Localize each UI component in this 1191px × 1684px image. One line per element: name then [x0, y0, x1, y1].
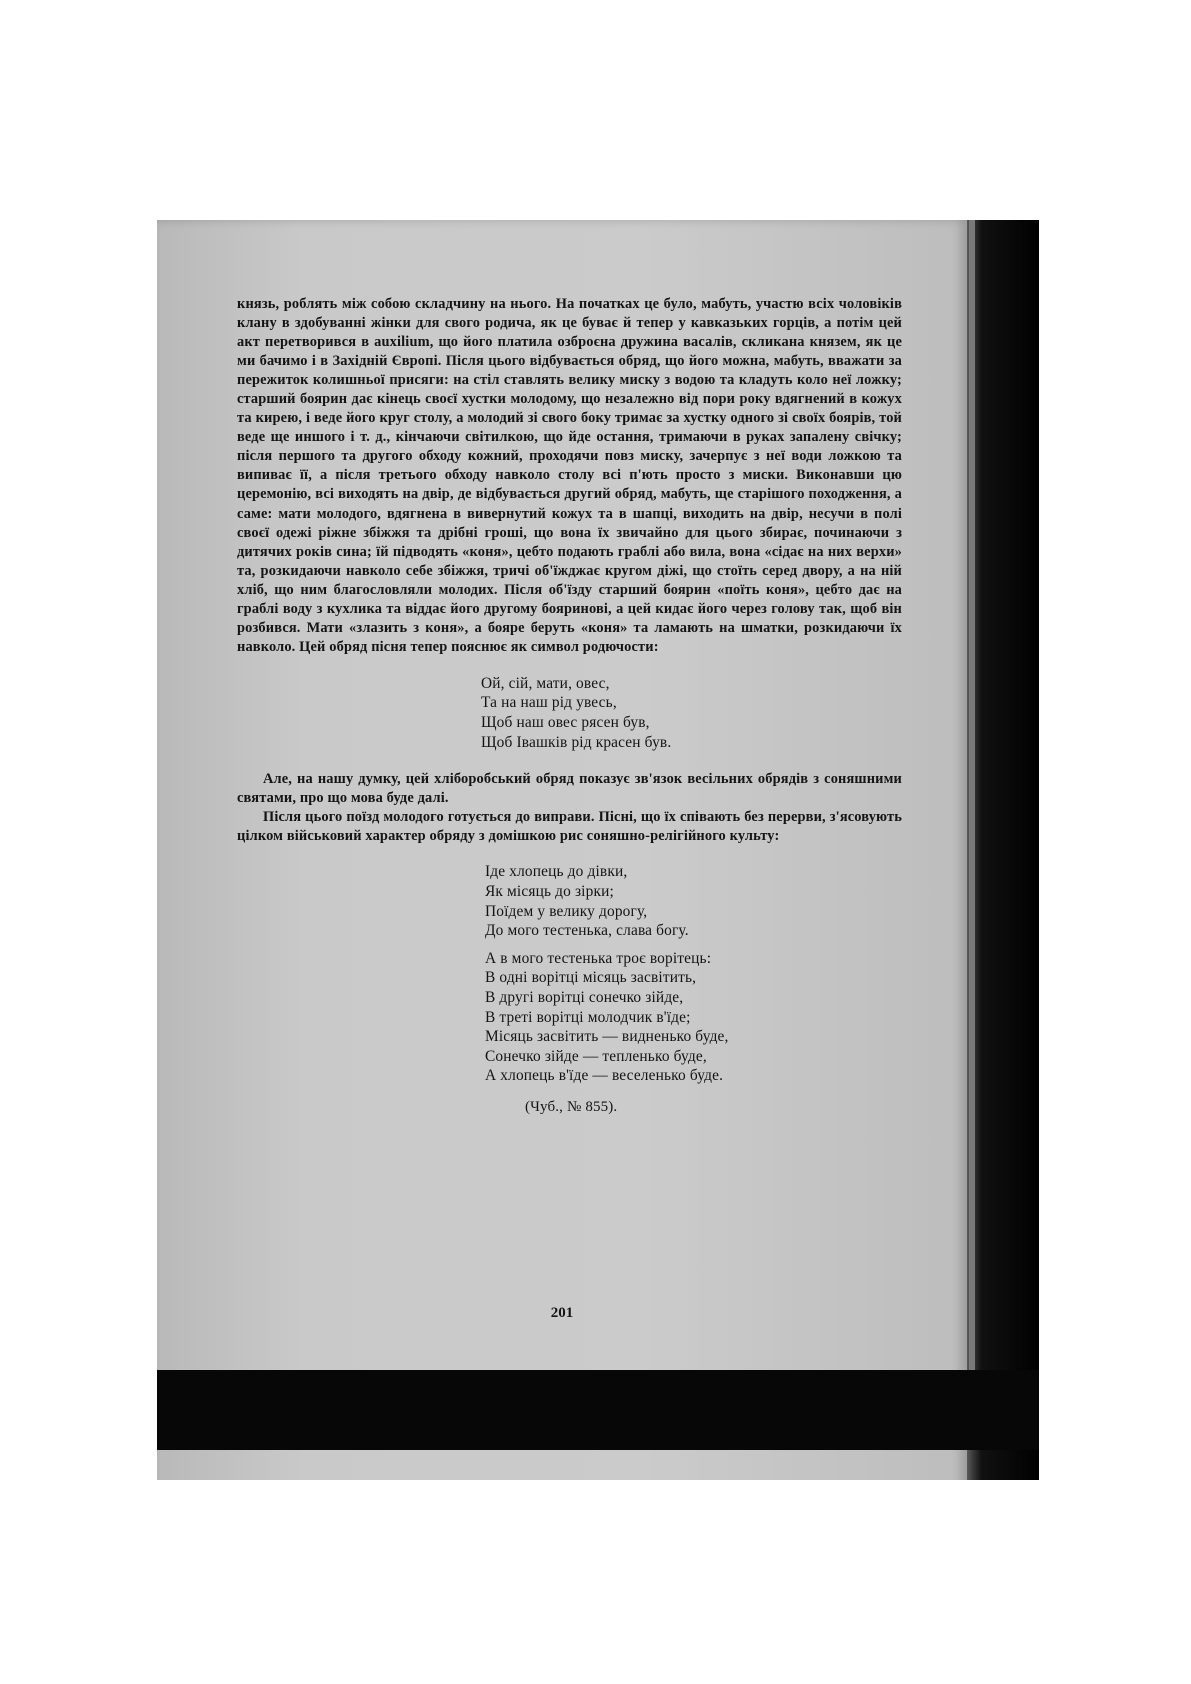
- book-spine-shadow: [967, 220, 1039, 1480]
- page-number: 201: [550, 1305, 574, 1321]
- verse-line: А хлопець в'їде — веселенько буде.: [485, 1067, 724, 1085]
- verse-line: Поїдем у велику дорогу,: [485, 902, 648, 920]
- verse-line: Щоб наш овес рясен був,: [481, 714, 650, 732]
- verse-line: В треті ворітці молодчик в'їде;: [485, 1008, 691, 1026]
- verse-line: Місяць засвітить — видненько буде,: [485, 1028, 729, 1046]
- book-page: [157, 220, 967, 1480]
- verse-line: Та на наш рід увесь,: [481, 694, 617, 712]
- verse-block-2: [237, 862, 902, 940]
- paragraph-2: Але, на нашу думку, цей хліборобський обряд показує зв'язок весільних обрядів з соняшними святами, про що мова буде далі.: [237, 771, 902, 807]
- dark-background-band: [157, 1370, 1039, 1450]
- verse-line: Сонечко зійде — тепленько буде,: [485, 1047, 707, 1065]
- verse-line: А в мого тестенька троє ворітець:: [485, 949, 712, 967]
- verse-line: В одні ворітці місяць засвітить,: [485, 969, 697, 987]
- verse-line: Іде хлопець до дівки,: [485, 863, 628, 881]
- verse-line: Ой, сій, мати, овес,: [481, 674, 610, 692]
- scanned-book-page: [157, 220, 1039, 1480]
- citation: (Чуб., № 855).: [525, 1098, 618, 1115]
- verse-block-3: [237, 949, 902, 1086]
- verse-line: В другі ворітці сонечко зійде,: [485, 989, 684, 1007]
- paragraph-1: князь, роблять між собою складчину на нього. На початках це було, мабуть, участю всіх чоловіків клану в здобуванні жінки для свого родича, як це буває й тепер у кавказьких горців, а потім цей акт перетворився в auxilium, що його платила озброєна дружина васалів, скликана князем, як це ми бачимо і в Західній Європі. Після цього відбувається обряд, що його можна, мабуть, вважати за пережиток колишньої присяги: на стіл ставлять велику миску з водою та кладуть коло неї ложку; старший боярин дає кінець своєї хустки молодому, що незалежно від пори року вдягнений в кожух та кирею, і веде його круг столу, а молодий зі свого боку тримає за хустку одного зі своїх боярів, той веде ще иншого і т. д., кінчаючи світилкою, що йде остання, тримаючи в руках запалену свічку; після першого та другого обходу кожний, проходячи повз миску, зачерпує з неї води ложкою та випиває її, а після третього обходу навколо столу всі п'ють просто з миски. Виконавши цю церемонію, всі виходять на двір, де відбувається другий обряд, мабуть, ще старішого походження, а саме: мати молодого, вдягнена в вивернутий кожух та в шапці, виходить на двір, несучи в полі своєї одежі ріжне збіжжя та дрібні гроші, що вона їх звичайно для цього збирає, починаючи з дитячих років сина; їй підводять «коня», цебто подають граблі або вила, вона «сідає на них верхи» та, розкидаючи навколо себе збіжжя, тричі об'їжджає кругом діжі, що стоїть серед двору, а на ній хліб, що ним благословляли молодих. Після об'їзду старший боярин «поїть коня», цебто дає на граблі воду з кухлика та віддає його другому бояринові, а цей кидає його через голову так, щоб він розбився. Мати «злазить з коня», а бояре беруть «коня» та ламають на шматки, розкидаючи їх навколо. Цей обряд пісня тепер пояснює як символ родючости:: [237, 296, 902, 655]
- verse-line: До мого тестенька, слава богу.: [485, 922, 689, 940]
- verse-line: Щоб Івашків рід красен був.: [481, 733, 672, 751]
- page-text: [237, 295, 902, 1117]
- verse-line: Як місяць до зірки;: [485, 883, 614, 901]
- paragraph-3: Після цього поїзд молодого готується до виправи. Пісні, що їх співають без перерви, з'ясовують цілком військовий характер обряду з домішкою рис соняшно-релігійного культу:: [237, 809, 902, 845]
- page-edge: [969, 220, 975, 1410]
- verse-block-1: [237, 674, 902, 752]
